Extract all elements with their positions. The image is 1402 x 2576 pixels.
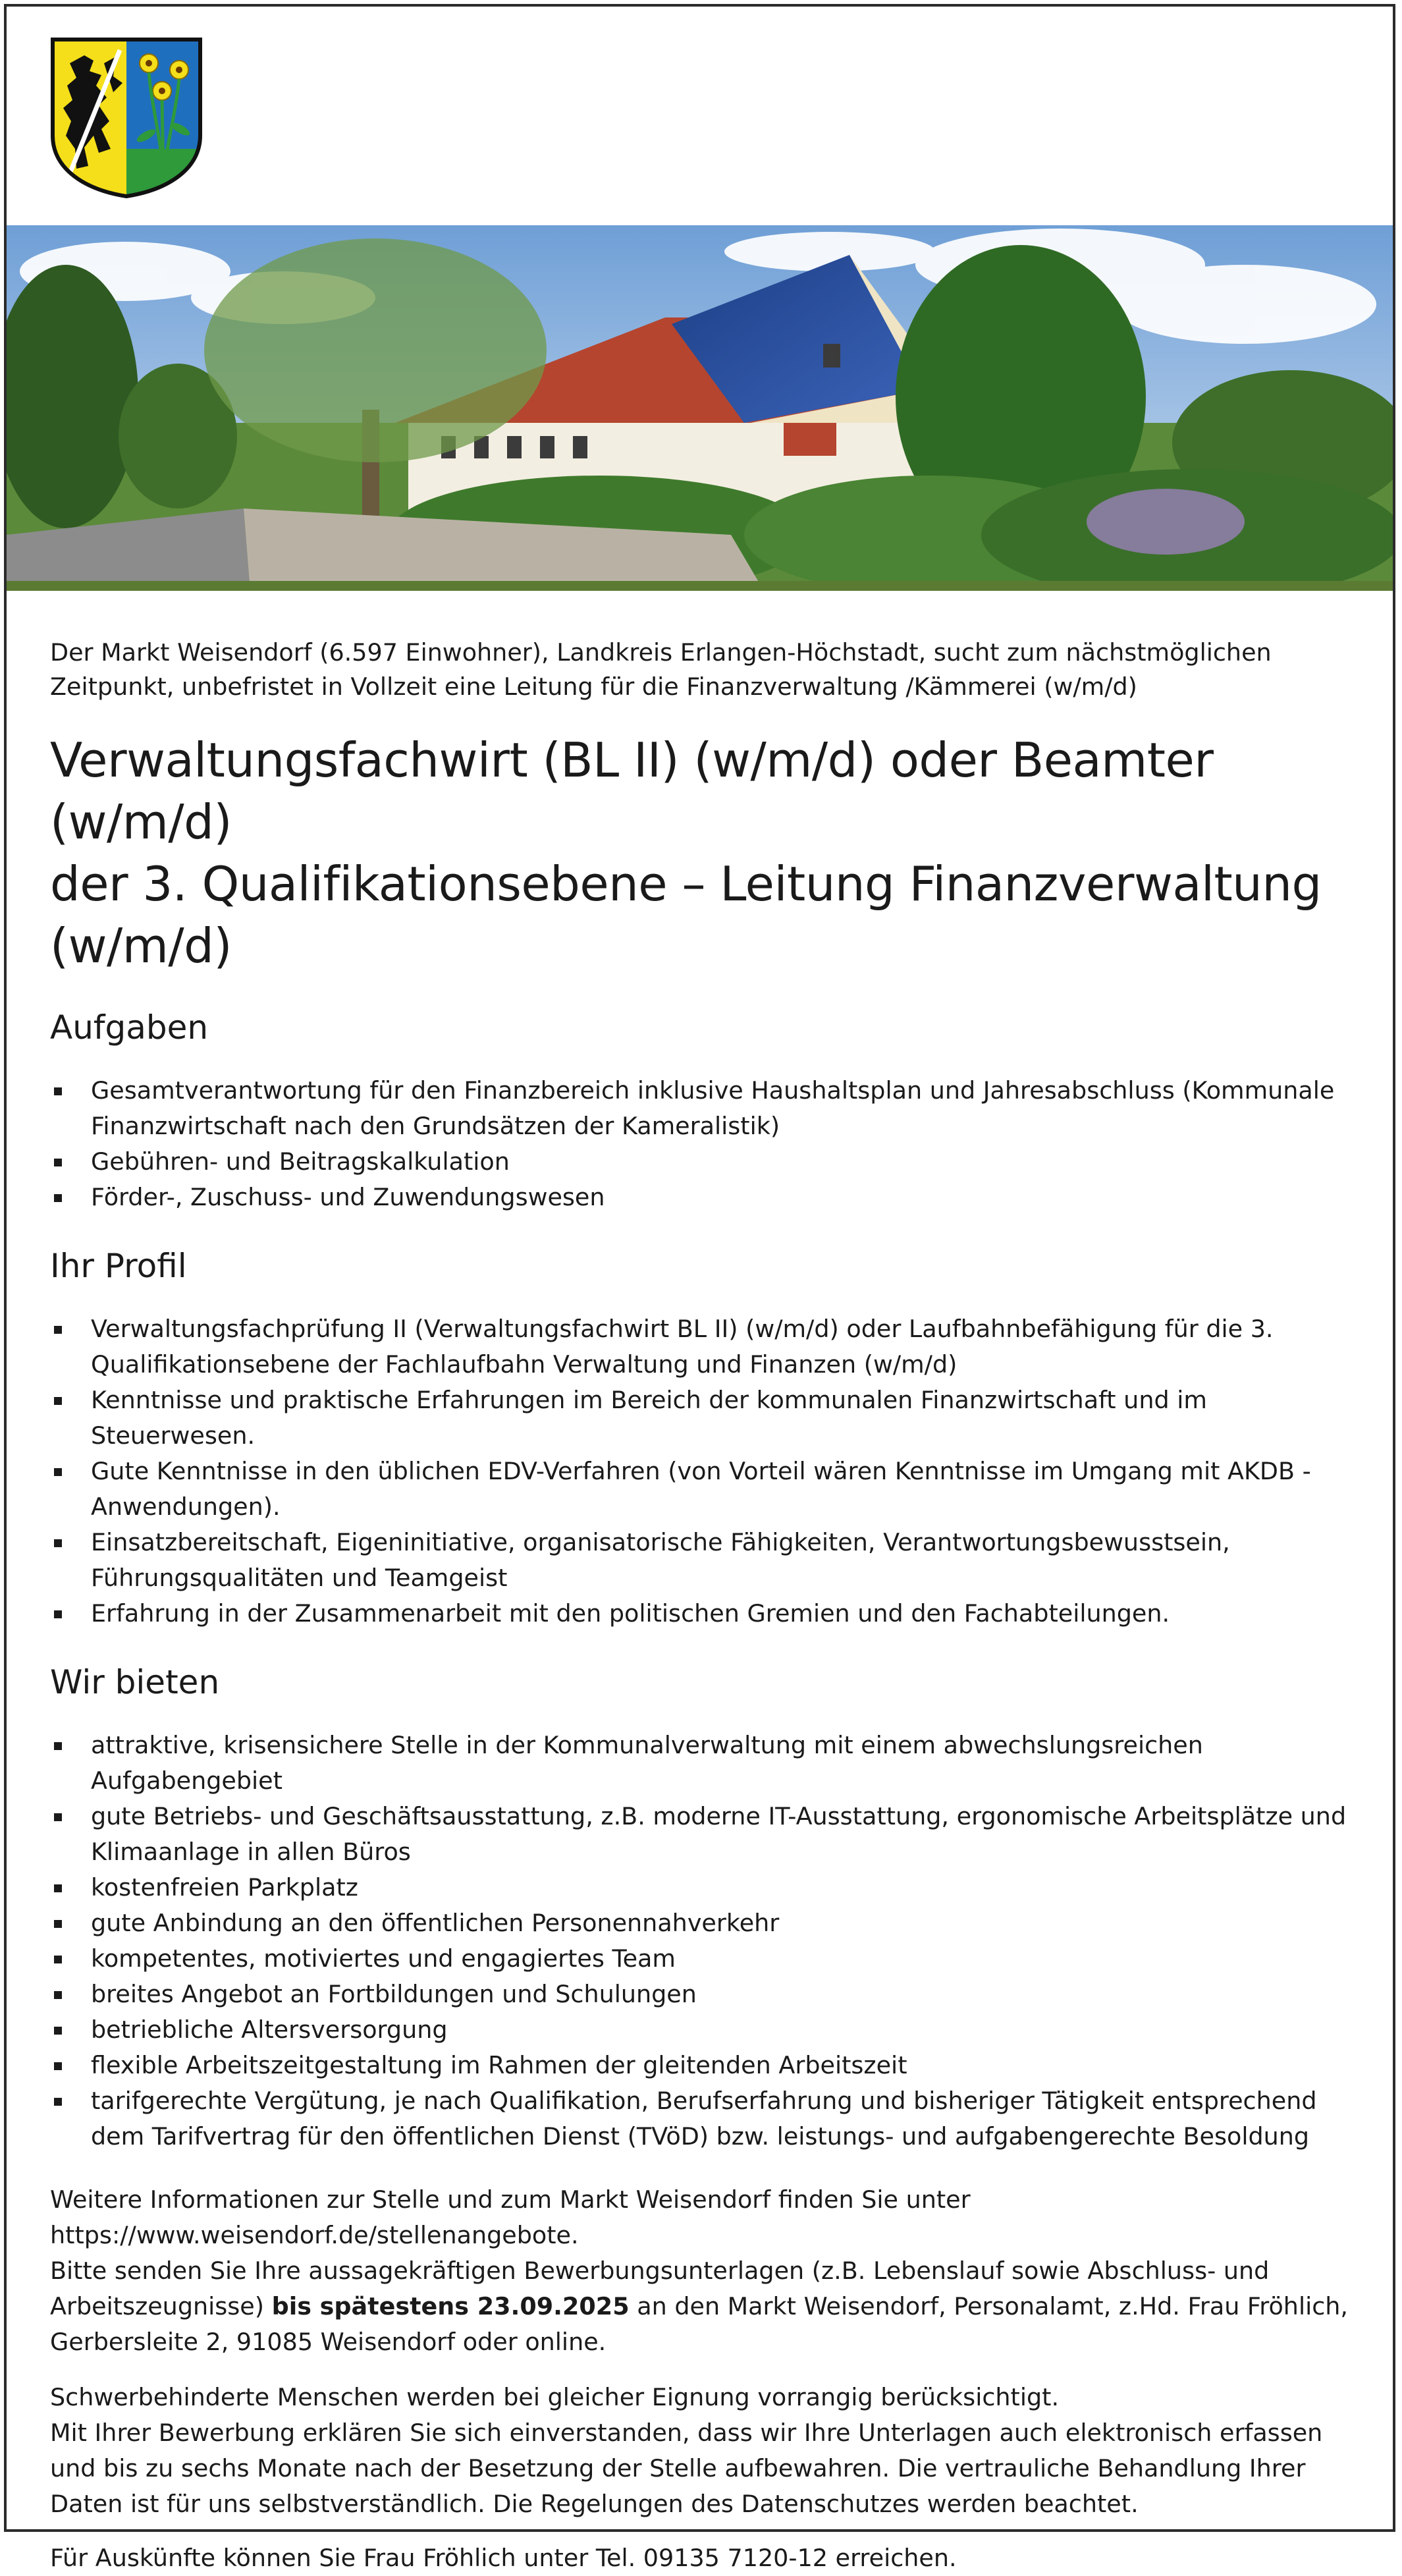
section-heading-bieten: Wir bieten [50, 1663, 220, 1701]
list-item: Verwaltungsfachprüfung II (Verwaltungsfachwirt BL II) (w/m/d) oder Laufbahnbefähigung für die 3. Qualifikationsebene der Fachlaufbahn Verwaltung und Finanzen (w/m/d) [50, 1311, 1361, 1383]
careers-link[interactable]: https://www.weisendorf.de/stellenangebote. [50, 2221, 579, 2249]
job-title-line-1: Verwaltungsfachwirt (BL II) (w/m/d) oder Beamter (w/m/d) [50, 732, 1214, 850]
aufgaben-list [50, 1073, 1361, 1215]
list-item: breites Angebot an Fortbildungen und Schulungen [50, 1977, 1361, 2012]
list-item: tarifgerechte Vergütung, je nach Qualifikation, Berufserfahrung und bisheriger Tätigkeit entsprechend dem Tarifvertrag für den öffentlichen Dienst (TVöD) bzw. leistungs- und aufgabengerechte Besoldung [50, 2083, 1361, 2154]
list-item: Gebühren- und Beitragskalkulation [50, 1144, 1361, 1180]
list-item: Einsatzbereitschaft, Eigeninitiative, organisatorische Fähigkeiten, Verantwortungsbewusstsein, Führungsqualitäten und Teamgeist [50, 1525, 1361, 1596]
info-text: Weitere Informationen zur Stelle und zum Markt Weisendorf finden Sie unter [50, 2185, 971, 2214]
job-title-line-3: (w/m/d) [50, 918, 232, 973]
list-item: Gute Kenntnisse in den üblichen EDV-Verfahren (von Vorteil wären Kenntnisse im Umgang mit AKDB - Anwendungen). [50, 1454, 1361, 1525]
application-info [50, 2182, 1361, 2360]
data-protection-text: Mit Ihrer Bewerbung erklären Sie sich einverstanden, dass wir Ihre Unterlagen auch elektronisch erfassen und bis zu sechs Monate nach der Besetzung der Stelle aufbewahren. Die vertrauliche Behandlung Ihrer Daten ist für uns selbstverständlich. Die Regelungen des Datenschutzes werden beachtet. [50, 2419, 1323, 2518]
list-item: flexible Arbeitszeitgestaltung im Rahmen der gleitenden Arbeitszeit [50, 2048, 1361, 2083]
list-item: Gesamtverantwortung für den Finanzbereich inklusive Haushaltsplan und Jahresabschluss (Kommunale Finanzwirtschaft nach den Grundsätzen der Kameralistik) [50, 1073, 1361, 1144]
section-heading-profil: Ihr Profil [50, 1247, 187, 1285]
list-item: kostenfreien Parkplatz [50, 1870, 1361, 1905]
send-address-text: an den Markt Weisendorf, Personalamt, z.Hd. Frau Fröhlich, Gerbersleite 2, 91085 Weisendorf oder online. [50, 2292, 1349, 2356]
deadline: bis spätestens 23.09.2025 [271, 2292, 630, 2320]
intro-text: Der Markt Weisendorf (6.597 Einwohner), Landkreis Erlangen-Höchstadt, sucht zum nächstmöglichen Zeitpunkt, unbefristet in Vollzeit eine Leitung für die Finanzverwaltung /Kämmerei (w/m/d) [50, 638, 1272, 701]
list-item: Förder-, Zuschuss- und Zuwendungswesen [50, 1180, 1361, 1215]
list-item: attraktive, krisensichere Stelle in der Kommunalverwaltung mit einem abwechslungsreichen Aufgabengebiet [50, 1728, 1361, 1799]
job-title [50, 729, 1361, 977]
section-heading-aufgaben: Aufgaben [50, 1008, 209, 1047]
coat-of-arms-icon [50, 37, 203, 199]
privacy-notice [50, 2380, 1361, 2522]
list-item: Kenntnisse und praktische Erfahrungen im Bereich der kommunalen Finanzwirtschaft und im Steuerwesen. [50, 1383, 1361, 1454]
list-item: kompetentes, motiviertes und engagiertes Team [50, 1941, 1361, 1977]
profil-list [50, 1311, 1361, 1631]
contact-text: Für Auskünfte können Sie Frau Fröhlich unter Tel. 09135 7120-12 erreichen. [50, 2544, 957, 2572]
content [50, 636, 1361, 2576]
disability-text: Schwerbehinderte Menschen werden bei gleicher Eignung vorrangig berücksichtigt. [50, 2383, 1060, 2411]
list-item: gute Betriebs- und Geschäftsausstattung, z.B. moderne IT-Ausstattung, ergonomische Arbeitsplätze und Klimaanlage in allen Büros [50, 1799, 1361, 1870]
list-item: gute Anbindung an den öffentlichen Personennahverkehr [50, 1905, 1361, 1941]
list-item: Erfahrung in der Zusammenarbeit mit den politischen Gremien und den Fachabteilungen. [50, 1596, 1361, 1631]
bieten-list [50, 1728, 1361, 2154]
list-item: betriebliche Altersversorgung [50, 2012, 1361, 2048]
send-text: Bitte senden Sie Ihre aussagekräftigen Bewerbungsunterlagen (z.B. Lebenslauf sowie Abschluss- und Arbeitszeugnisse) [50, 2257, 1270, 2320]
job-title-line-2: der 3. Qualifikationsebene – Leitung Finanzverwaltung [50, 856, 1322, 912]
town-hall-photo [7, 225, 1393, 591]
page-frame [4, 4, 1395, 2572]
